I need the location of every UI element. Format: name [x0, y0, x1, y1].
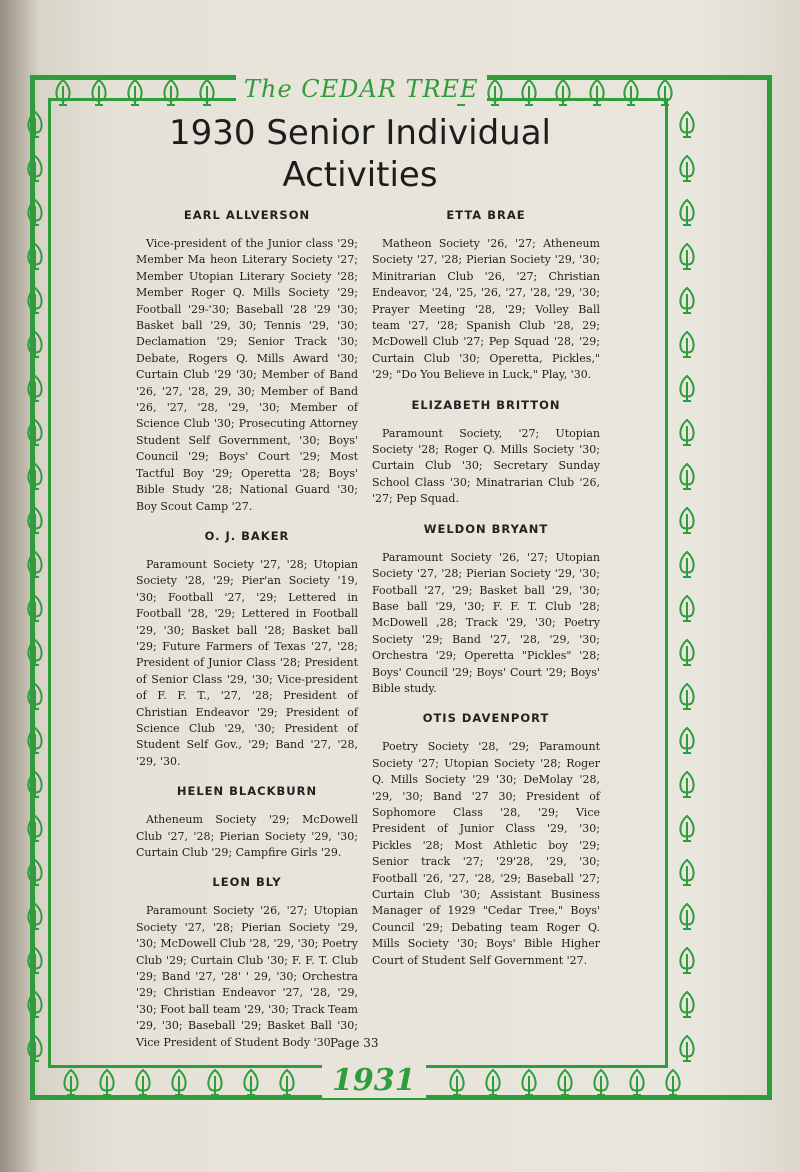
- cedar-tree-icon: [24, 286, 46, 316]
- cedar-tree-icon: [676, 770, 698, 800]
- cedar-tree-icon: [240, 1068, 262, 1098]
- header-title: The CEDAR TREE: [236, 74, 487, 104]
- cedar-tree-icon: [676, 638, 698, 668]
- cedar-tree-icon: [60, 1068, 82, 1098]
- cedar-tree-icon: [24, 242, 46, 272]
- cedar-tree-icon: [554, 1068, 576, 1098]
- cedar-tree-icon: [24, 638, 46, 668]
- cedar-tree-icon: [676, 286, 698, 316]
- entry: [372, 398, 600, 508]
- page-title-line-2: Activities: [282, 155, 438, 195]
- entry: [136, 208, 358, 515]
- entry: [372, 208, 600, 384]
- entry-activities: Paramount Society '26, '27; Utopian Society '27, '28; Pierian Society '29, '30; Football '27, '29; Basket ball '29, '30; Base ball '29, '30; F. F. T. Club '28; McDowell ,28; Track '29, '30; Poetry Society '29; Band '27, '28, '29, '30; Orchestra '29; Operetta "Pickles" '28; Boys' Council '29; Boys' Court '29; Boys' Bible study.: [372, 550, 600, 695]
- cedar-tree-icon: [24, 418, 46, 448]
- cedar-tree-icon: [676, 814, 698, 844]
- cedar-tree-icon: [24, 902, 46, 932]
- cedar-tree-icon: [24, 1034, 46, 1064]
- left-column: [136, 208, 358, 1065]
- cedar-tree-icon: [24, 770, 46, 800]
- cedar-tree-icon: [168, 1068, 190, 1098]
- entry-activities: Vice-president of the Junior class '29; Member Ma heon Literary Society '27; Member Utopian Literary Society '28; Member Roger Q. Mills Society '29; Football '29-'30; Baseball '28 '29 '30; Basket ball '29, 30; Tennis '29, '30; Declamation '29; Senior Track '30; Debate, Rogers Q. Mills Award '30; Curtain Club '29 '30; Member of Band '26, '27, '28, 29, 30; Member of Band '26, '27, '28, '29, '30; Member of Science Club '30; Prosecuting Attorney Student Self Government, '30; Boys' Council '29; Boys' Court '29; Most Tactful Boy '29; Operetta '28; Boys' Bible Study '28; National Guard '30; Boy Scout Camp '27.: [136, 237, 358, 513]
- entry-activities: Paramount Society, '27; Utopian Society '28; Roger Q. Mills Society '30; Curtain Club '30; Secretary Sunday School Class '30; Minatrarian Club '26, '27; Pep Squad.: [372, 426, 600, 506]
- entry: [372, 711, 600, 969]
- cedar-tree-icon: [676, 1034, 698, 1064]
- cedar-tree-icon: [676, 506, 698, 536]
- cedar-tree-icon: [124, 78, 146, 108]
- cedar-tree-icon: [482, 1068, 504, 1098]
- entry-name: OTIS DAVENPORT: [422, 711, 550, 726]
- cedar-tree-icon: [676, 374, 698, 404]
- entry-name: LEON BLY: [212, 875, 282, 890]
- entry: [136, 529, 358, 770]
- cedar-tree-icon: [204, 1068, 226, 1098]
- cedar-tree-icon: [160, 78, 182, 108]
- cedar-tree-icon: [662, 1068, 684, 1098]
- cedar-tree-icon: [676, 902, 698, 932]
- cedar-tree-icon: [676, 858, 698, 888]
- cedar-tree-icon: [196, 78, 218, 108]
- cedar-tree-icon: [676, 330, 698, 360]
- entry-name: HELEN BLACKBURN: [176, 784, 318, 799]
- entry-activities: Atheneum Society '29; McDowell Club '27, '28; Pierian Society '29, '30; Curtain Club '29; Campfire Girls '29.: [136, 813, 358, 859]
- cedar-tree-icon: [518, 78, 540, 108]
- entry: [372, 522, 600, 698]
- entry-name: WELDON BRYANT: [423, 521, 549, 536]
- cedar-tree-icon: [446, 1068, 468, 1098]
- cedar-tree-icon: [24, 594, 46, 624]
- cedar-tree-icon: [24, 154, 46, 184]
- cedar-tree-icon: [24, 462, 46, 492]
- cedar-tree-icon: [676, 550, 698, 580]
- entry-activities: Poetry Society '28, '29; Paramount Society '27; Utopian Society '28; Roger Q. Mills Society '29 '30; DeMolay '28, '29, '30; Band '27 30; President of Sophomore Class '28, '29; Vice President of Junior Class '29, '30; Pickles '28; Most Athletic boy '29; Senior track '27; '29'28, '29, '30; Football '26, '27, '28, '29; Baseball '27; Curtain Club '30; Assistant Business Manager of 1929 "Cedar Tree," Boys' Council '29; Debating team Roger Q. Mills Society '30; Boys' Bible Higher Court of Student Self Government '27.: [372, 740, 600, 967]
- cedar-tree-icon: [676, 110, 698, 140]
- cedar-tree-icon: [676, 946, 698, 976]
- cedar-tree-icon: [676, 198, 698, 228]
- entry-activities: Matheon Society '26, '27; Atheneum Society '27, '28; Pierian Society '29, '30; Minitrarian Club '26, '27; Christian Endeavor, '24, '25, '26, '27, '28, '29, '30; Prayer Meeting '28, '29; Volley Ball team '27, '28; Spanish Club '28, 29; McDowell Club '27; Pep Squad '28, '29; Curtain Club '30; Operetta, Pickles," '29; "Do You Believe in Luck," Play, '30.: [372, 237, 600, 382]
- cedar-tree-icon: [24, 198, 46, 228]
- entry-activities: Paramount Society '27, '28; Utopian Society '28, '29; Pier'an Society '19, '30; Football '27, '29; Lettered in Football '28, '29; Lettered in Football '29, '30; Basket ball '28; Basket ball '29; Future Farmers of Texas '27, '28; President of Junior Class '28; President of Senior Class '29, '30; Vice-president of F. F. T., '27, '28; President of Christian Endeavor '29; President of Science Club '29, '30; President of Student Self Gov., '29; Band '27, '28, '29, '30.: [136, 557, 358, 768]
- page-title-line-1: 1930 Senior Individual: [168, 113, 551, 153]
- cedar-tree-icon: [24, 682, 46, 712]
- cedar-tree-icon: [654, 78, 676, 108]
- entry-name: EARL ALLVERSON: [183, 208, 311, 222]
- entry-name: O. J. BAKER: [204, 528, 290, 543]
- footer-year: 1931: [322, 1064, 426, 1098]
- cedar-tree-icon: [24, 990, 46, 1020]
- cedar-tree-icon: [24, 550, 46, 580]
- cedar-tree-icon: [676, 154, 698, 184]
- page-title: [150, 112, 570, 196]
- cedar-tree-icon: [484, 78, 506, 108]
- cedar-tree-icon: [626, 1068, 648, 1098]
- cedar-tree-icon: [676, 726, 698, 756]
- page-number: Page 33: [330, 1036, 379, 1050]
- cedar-tree-icon: [676, 682, 698, 712]
- cedar-tree-icon: [518, 1068, 540, 1098]
- entry: [136, 784, 358, 861]
- cedar-tree-icon: [276, 1068, 298, 1098]
- cedar-tree-icon: [24, 374, 46, 404]
- cedar-tree-icon: [586, 78, 608, 108]
- cedar-tree-icon: [88, 78, 110, 108]
- cedar-tree-icon: [676, 242, 698, 272]
- cedar-tree-icon: [24, 330, 46, 360]
- cedar-tree-icon: [132, 1068, 154, 1098]
- cedar-tree-icon: [24, 814, 46, 844]
- cedar-tree-icon: [676, 418, 698, 448]
- entry-activities: Paramount Society '26, '27; Utopian Society '27, '28; Pierian Society '29, '30; McDowell Club '28, '29, '30; Poetry Club '29; Curtain Club '30; F. F. T. Club '29; Band '27, '28' ' 29, '30; Orchestra '29; Christian Endeavor '27, '28, '29, '30; Foot ball team '29, '30; Track Team '29, '30; Baseball '29; Basket Ball '30; Vice President of Student Body '30.: [136, 904, 358, 1049]
- entry: [136, 875, 358, 1051]
- cedar-tree-icon: [620, 78, 642, 108]
- cedar-tree-icon: [676, 462, 698, 492]
- entry-name: ETTA BRAE: [446, 208, 526, 222]
- cedar-tree-icon: [96, 1068, 118, 1098]
- cedar-tree-icon: [24, 506, 46, 536]
- entry-name: ELIZABETH BRITTON: [411, 397, 561, 412]
- cedar-tree-icon: [676, 990, 698, 1020]
- right-column: [372, 208, 600, 983]
- cedar-tree-icon: [52, 78, 74, 108]
- cedar-tree-icon: [24, 110, 46, 140]
- cedar-tree-icon: [24, 726, 46, 756]
- cedar-tree-icon: [552, 78, 574, 108]
- cedar-tree-icon: [676, 594, 698, 624]
- cedar-tree-icon: [24, 858, 46, 888]
- cedar-tree-icon: [590, 1068, 612, 1098]
- cedar-tree-icon: [24, 946, 46, 976]
